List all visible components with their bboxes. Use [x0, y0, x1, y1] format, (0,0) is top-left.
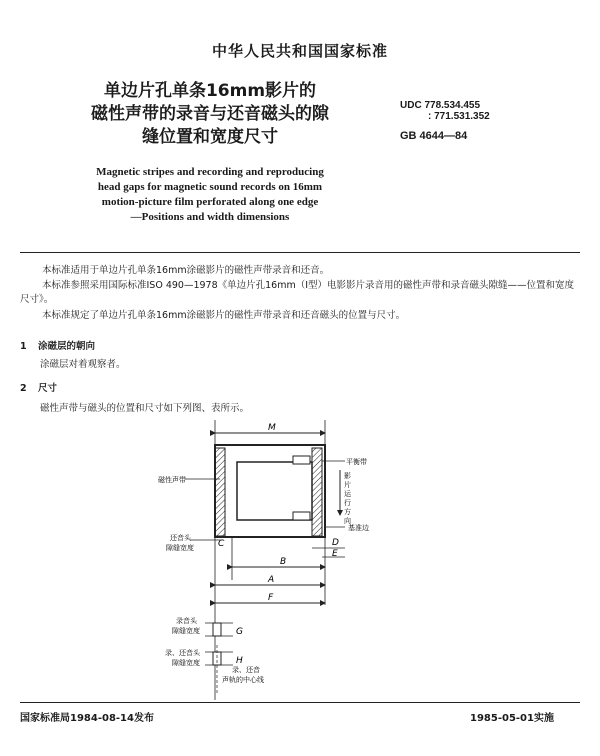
label-stripe: 磁性声带 [158, 476, 186, 484]
section-1-body: 涂磁层对着观察者。 [40, 359, 126, 370]
dim-h-label: H [236, 656, 243, 666]
bottom-divider [20, 702, 580, 703]
perforation-top [293, 456, 310, 464]
title-en-line-3: motion-picture film perforated along one edge [101, 196, 319, 208]
section-2-body: 磁性声带与磁头的位置和尺寸如下列图、表所示。 [40, 403, 250, 414]
section-1-title: 涂磁层的朝向 [38, 341, 96, 352]
recording-head-gap [213, 623, 221, 636]
label-reference: 基准边 [348, 524, 369, 532]
section-1-number: 1 [20, 341, 27, 352]
paragraph-scope: 本标准适用于单边片孔单条16mm涂磁影片的磁性声带录音和还音。 [42, 265, 330, 276]
gb-number: GB 4644—84 [400, 130, 468, 142]
label-balance: 平衡带 [346, 458, 367, 466]
label-direction-4: 行 [344, 499, 351, 507]
dim-e-label: E [332, 549, 338, 559]
effective-date: 1985-05-01实施 [470, 713, 554, 724]
issue-date: 国家标准局1984-08-14发布 [20, 713, 154, 724]
label-direction-3: 运 [344, 490, 351, 498]
label-direction-5: 方 [344, 508, 351, 516]
label-rec-2: 隙缝宽度 [172, 659, 200, 667]
title-cn-line-3: 缝位置和宽度尺寸 [142, 127, 278, 147]
title-en-line-4: —Positions and width dimensions [130, 211, 290, 223]
dim-c-label: C [218, 539, 225, 549]
perforation-bottom [293, 512, 310, 520]
dim-f-label: F [268, 593, 274, 603]
label-center-1: 录、还音 [232, 666, 260, 674]
udc-code-2: : 771.531.352 [428, 111, 490, 122]
title-en-line-2: head gaps for magnetic sound records on 16mm [97, 181, 323, 193]
label-head-1: 录音头 [176, 617, 197, 625]
dim-b-label: B [280, 557, 287, 567]
label-head-2: 隙缝宽度 [172, 627, 200, 635]
label-direction-1: 影 [344, 472, 351, 480]
section-2-title: 尺寸 [38, 383, 58, 394]
udc-code: UDC 778.534.455 [400, 100, 481, 111]
reproduce-head-gap [213, 652, 221, 665]
title-en-line-1: Magnetic stripes and recording and reproducing [96, 166, 324, 178]
label-direction-2: 片 [344, 481, 351, 489]
picture-area [237, 462, 312, 520]
section-2-number: 2 [20, 383, 27, 394]
title-cn-line-2: 磁性声带的录音与还音磁头的隙 [91, 104, 329, 124]
dim-g-label: G [236, 627, 243, 637]
balance-stripe [312, 448, 322, 536]
label-repro-1: 还音头 [170, 534, 191, 542]
label-direction-6: 向 [344, 517, 351, 525]
paragraph-reference: 本标准参照采用国际标准ISO 490—1978《单边片孔16mm（Ⅰ型）电影影片录音用的磁性声带和录音磁头隙缝——位置和宽度尺寸》。 [20, 280, 575, 305]
label-rec-1: 录、还音头 [165, 649, 200, 657]
label-repro-2: 隙缝宽度 [166, 544, 194, 552]
dim-m-label: M [268, 423, 276, 433]
dim-d-label: D [332, 538, 339, 548]
paragraph-content: 本标准规定了单边片孔单条16mm涂磁影片的磁性声带录音和还音磁头的位置与尺寸。 [42, 310, 406, 321]
magnetic-stripe [215, 448, 225, 536]
dim-a-label: A [268, 575, 275, 585]
label-center-2: 声轨的中心线 [222, 676, 264, 684]
title-cn-line-1: 单边片孔单条16mm影片的 [103, 81, 317, 101]
standard-header: 中华人民共和国国家标准 [211, 42, 388, 60]
